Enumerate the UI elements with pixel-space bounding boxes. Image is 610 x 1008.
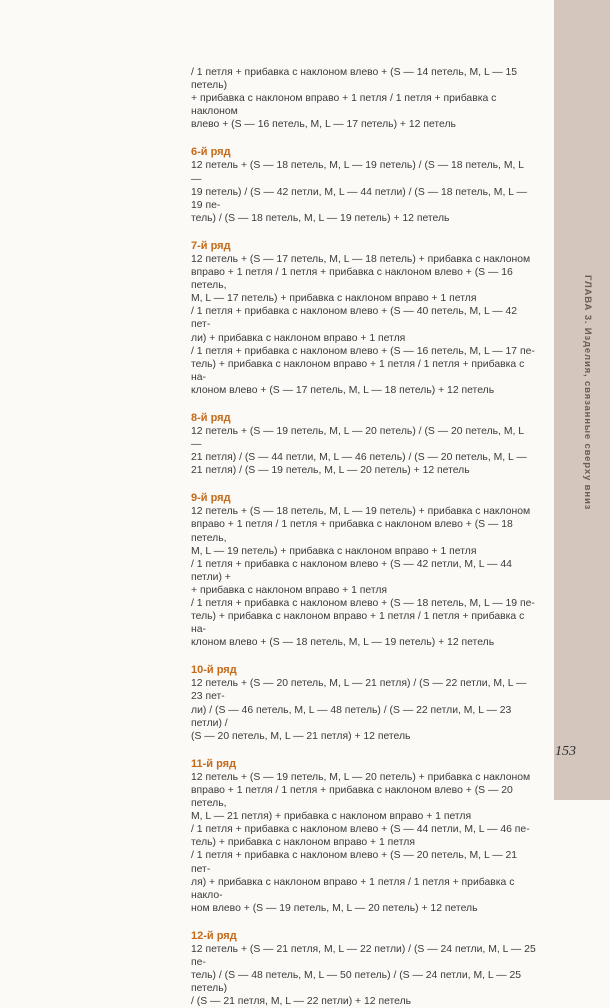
row-11-line: / 1 петля + прибавка с наклоном влево + (S — 20 петель, M, L — 21 пет-	[191, 850, 518, 875]
intro-line: + прибавка с наклоном вправо + 1 петля / 1 петля + прибавка с наклоном	[191, 93, 497, 118]
row-9-line: / 1 петля + прибавка с наклоном влево + (S — 42 петли, M, L — 44 петли) +	[191, 558, 512, 583]
row-11-section	[191, 757, 536, 915]
row-9-line: + прибавка с наклоном вправо + 1 петля	[191, 584, 388, 596]
row-7-line: клоном влево + (S — 17 петель, M, L — 18 петель) + 12 петель	[191, 384, 495, 396]
row-8-heading: 8-й ряд	[191, 411, 231, 424]
row-12-line: 12 петель + (S — 21 петля, M, L — 22 петли) / (S — 24 петли, M, L — 25 пе-	[191, 943, 536, 968]
row-10-heading: 10-й ряд	[191, 664, 237, 677]
row-11-line: / 1 петля + прибавка с наклоном влево + (S — 44 петли, M, L — 46 пе-	[191, 824, 530, 836]
intro-line: влево + (S — 16 петель, M, L — 17 петель) + 12 петель	[191, 119, 456, 131]
row-7-line: M, L — 17 петель) + прибавка с наклоном вправо + 1 петля	[191, 293, 477, 305]
row-8-line: 21 петля) / (S — 44 петли, M, L — 46 петель) / (S — 20 петель, M, L —	[191, 452, 527, 464]
page-number: 153	[555, 744, 576, 759]
row-6-line: 19 петель) / (S — 42 петли, M, L — 44 петли) / (S — 18 петель, M, L — 19 пе-	[191, 186, 527, 211]
chapter-label: ГЛАВА 3. Изделия, связанные сверху вниз	[582, 275, 593, 511]
row-8-line: 21 петля) / (S — 19 петель, M, L — 20 петель) + 12 петель	[191, 465, 470, 477]
row-7-line: вправо + 1 петля / 1 петля + прибавка с наклоном влево + (S — 16 петель,	[191, 267, 513, 292]
row-11-heading: 11-й ряд	[191, 757, 237, 770]
row-7-line: тель) + прибавка с наклоном вправо + 1 петля / 1 петля + прибавка с на-	[191, 358, 525, 383]
row-10-line: (S — 20 петель, M, L — 21 петля) + 12 петель	[191, 730, 411, 742]
row-7-section	[191, 239, 536, 397]
row-7-line: / 1 петля + прибавка с наклоном влево + (S — 40 петель, M, L — 42 пет-	[191, 306, 518, 331]
row-9-line: тель) + прибавка с наклоном вправо + 1 петля / 1 петля + прибавка с на-	[191, 611, 525, 636]
intro-line: / 1 петля + прибавка с наклоном влево + (S — 14 петель, M, L — 15 петель)	[191, 67, 518, 92]
row-12-line: тель) / (S — 48 петель, M, L — 50 петель) / (S — 24 петли, M, L — 25 петель)	[191, 970, 521, 995]
row-11-line: ном влево + (S — 19 петель, M, L — 20 петель) + 12 петель	[191, 902, 478, 914]
row-11-line: ля) + прибавка с наклоном вправо + 1 петля / 1 петля + прибавка с накло-	[191, 876, 515, 901]
row-6-line: тель) / (S — 18 петель, M, L — 19 петель) + 12 петель	[191, 212, 450, 224]
row-7-line: ли) + прибавка с наклоном вправо + 1 петля	[191, 332, 406, 344]
page-text	[191, 66, 536, 1008]
row-7-line: 12 петель + (S — 17 петель, M, L — 18 петель) + прибавка с наклоном	[191, 253, 531, 265]
row-9-line: 12 петель + (S — 18 петель, M, L — 19 петель) + прибавка с наклоном	[191, 506, 531, 518]
row-11-line: M, L — 21 петля) + прибавка с наклоном вправо + 1 петля	[191, 811, 472, 823]
row-9-section	[191, 491, 536, 649]
row-11-line: вправо + 1 петля / 1 петля + прибавка с наклоном влево + (S — 20 петель,	[191, 784, 513, 810]
row-10-line: ли) / (S — 46 петель, M, L — 48 петель) / (S — 22 петли, M, L — 23 петли) /	[191, 704, 512, 729]
row-11-line: тель) + прибавка с наклоном вправо + 1 петля	[191, 837, 415, 849]
row-10-line: 12 петель + (S — 20 петель, M, L — 21 петля) / (S — 22 петли, M, L — 23 пет-	[191, 678, 527, 703]
row-9-line: вправо + 1 петля / 1 петля + прибавка с наклоном влево + (S — 18 петель,	[191, 519, 513, 544]
intro-block	[191, 66, 536, 131]
row-8-line: 12 петель + (S — 19 петель, M, L — 20 петель) / (S — 20 петель, M, L —	[191, 425, 524, 451]
row-6-line: 12 петель + (S — 18 петель, M, L — 19 петель) / (S — 18 петель, M, L —	[191, 160, 524, 185]
row-6-section	[191, 145, 536, 224]
row-9-line: M, L — 19 петель) + прибавка с наклоном вправо + 1 петля	[191, 545, 477, 557]
row-6-heading: 6-й ряд	[191, 146, 231, 159]
row-10-section	[191, 663, 536, 742]
row-12-line: / (S — 21 петля, M, L — 22 петли) + 12 петель	[191, 996, 412, 1008]
row-12-heading: 12-й ряд	[191, 929, 237, 942]
row-7-heading: 7-й ряд	[191, 239, 231, 252]
row-7-line: / 1 петля + прибавка с наклоном влево + (S — 16 петель, M, L — 17 пе-	[191, 345, 535, 357]
row-9-line: / 1 петля + прибавка с наклоном влево + (S — 18 петель, M, L — 19 пе-	[191, 598, 535, 609]
row-11-line: 12 петель + (S — 19 петель, M, L — 20 петель) + прибавка с наклоном	[191, 771, 531, 783]
row-8-section	[191, 411, 536, 477]
row-9-line: клоном влево + (S — 18 петель, M, L — 19 петель) + 12 петель	[191, 637, 495, 649]
row-9-heading: 9-й ряд	[191, 492, 231, 505]
row-12-section	[191, 929, 536, 1008]
